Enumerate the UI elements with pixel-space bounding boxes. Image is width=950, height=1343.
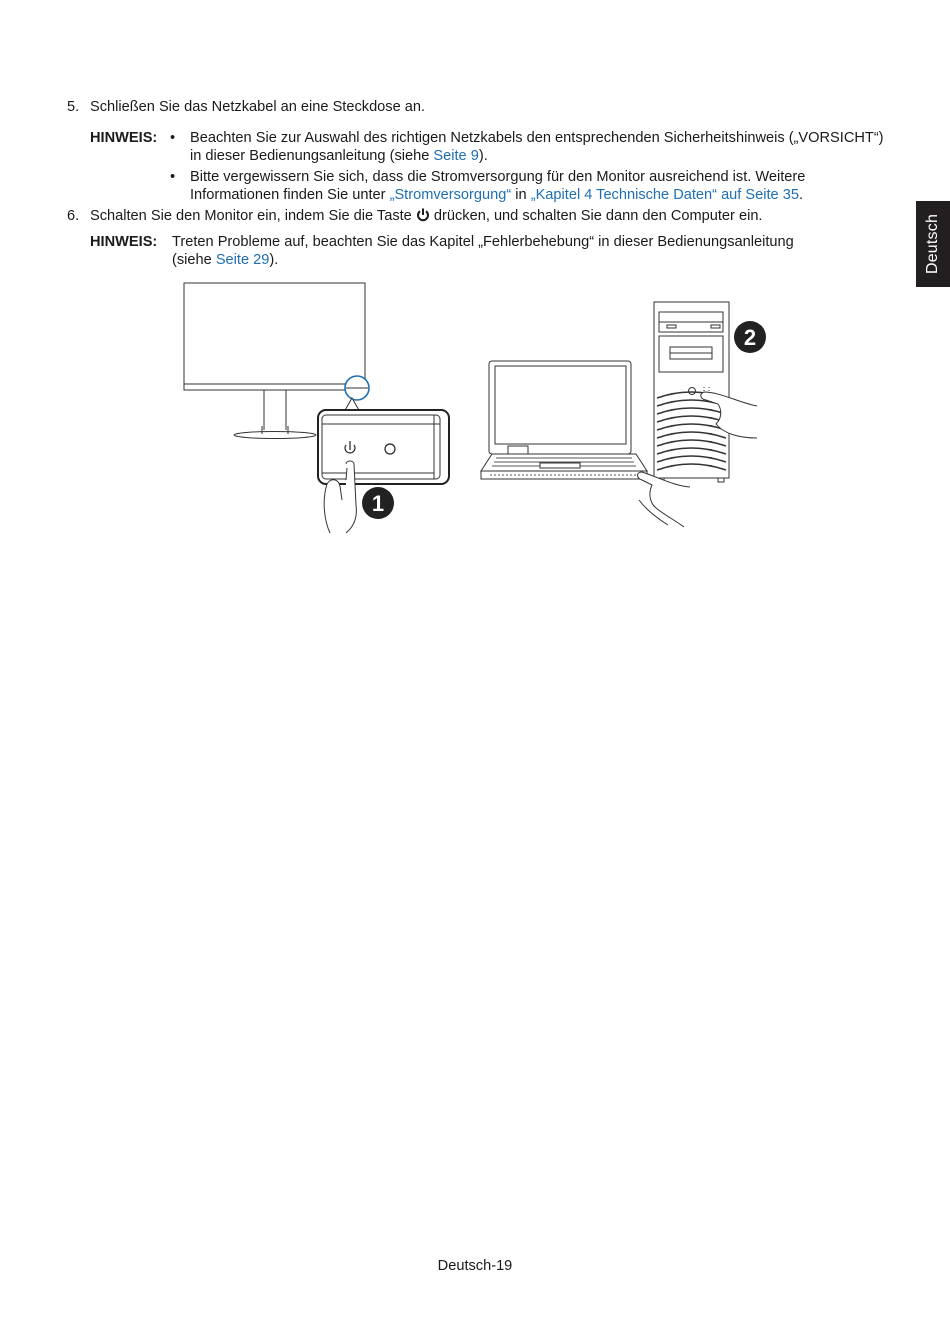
language-side-tab-label: Deutsch <box>924 213 942 275</box>
step5-bullet2-line2: Informationen finden Sie unter „Stromversorgung“ in „Kapitel 4 Technische Daten“ auf Seite 35. <box>190 187 804 203</box>
step5-text: Schließen Sie das Netzkabel an eine Steckdose an. <box>90 99 426 115</box>
step5-note-label: HINWEIS: <box>90 130 158 146</box>
step5-bullet1-line2: in dieser Bedienungsanleitung (siehe Seite 9). <box>190 148 488 164</box>
step6-note-line2: (siehe Seite 29). <box>172 252 279 268</box>
tower-pc-illustration <box>654 302 729 482</box>
svg-text:2: 2 <box>743 325 757 350</box>
bullet-dot: • <box>170 169 176 185</box>
step5-number: 5. <box>67 99 80 115</box>
step5-bullet2-line1: Bitte vergewissern Sie sich, dass die Stromversorgung für den Monitor ausreichend ist. Weitere <box>190 169 806 185</box>
step6-text: Schalten Sie den Monitor ein, indem Sie die Taste drücken, und schalten Sie dann den Computer ein. <box>90 208 763 224</box>
step-badge-1 <box>362 487 394 519</box>
power-button-zoom <box>318 398 449 484</box>
step6-note-label: HINWEIS: <box>90 234 158 250</box>
svg-text:1: 1 <box>371 491 385 516</box>
step6-number: 6. <box>67 208 80 224</box>
link-seite-29[interactable]: Seite 29 <box>215 252 270 268</box>
link-seite-9[interactable]: Seite 9 <box>433 148 479 164</box>
link-stromversorgung[interactable]: „Stromversorgung“ <box>389 187 512 203</box>
step5-bullet1-line1: Beachten Sie zur Auswahl des richtigen Netzkabels den entsprechenden Sicherheitshinweis („VORSICHT“) <box>190 130 884 146</box>
step-badge-2 <box>734 321 766 353</box>
bullet-dot: • <box>170 130 176 146</box>
power-on-illustration <box>0 0 950 560</box>
link-kapitel-4[interactable]: „Kapitel 4 Technische Daten“ auf Seite 35 <box>530 187 799 203</box>
laptop-illustration <box>481 361 647 479</box>
page-footer: Deutsch-19 <box>437 1258 513 1274</box>
step6-note-line1: Treten Probleme auf, beachten Sie das Kapitel „Fehlerbehebung“ in dieser Bedienungsanleitung <box>172 234 794 250</box>
hand-illustration <box>638 472 691 527</box>
